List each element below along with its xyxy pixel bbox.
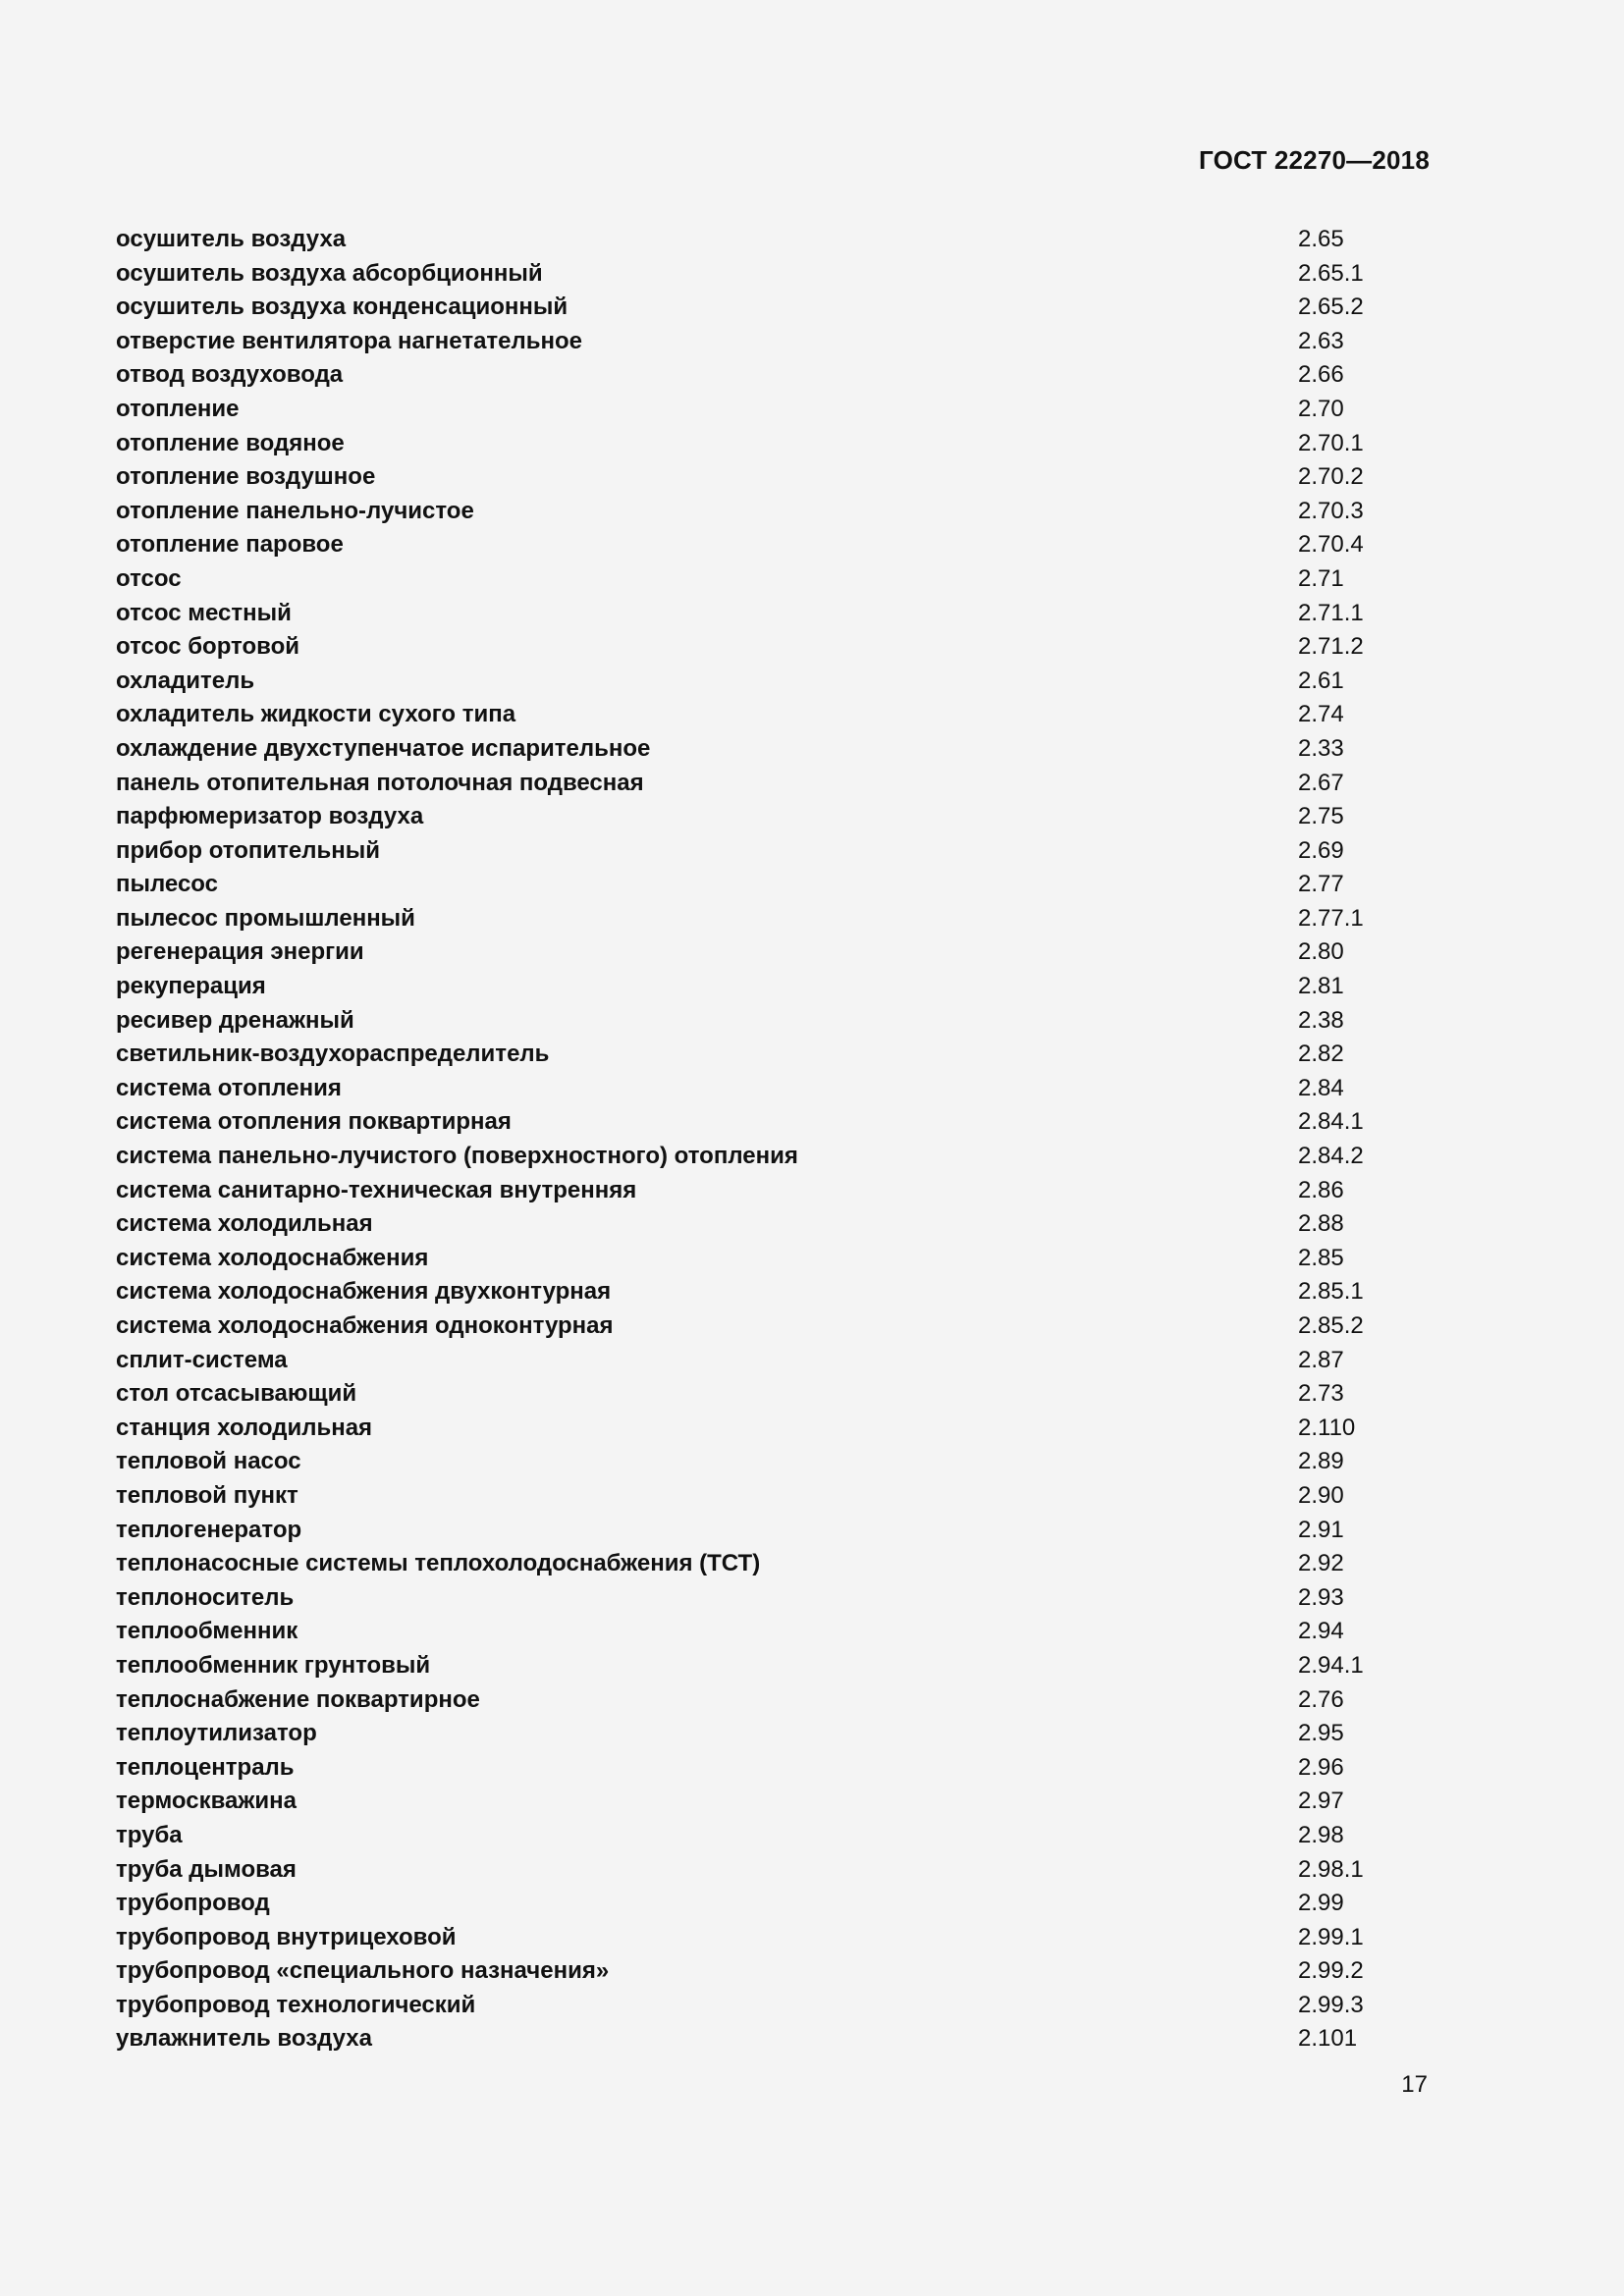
index-term: стол отсасывающий (116, 1380, 357, 1408)
index-entry (116, 1615, 1392, 1649)
index-reference: 2.77 (1298, 871, 1344, 898)
index-reference: 2.96 (1298, 1753, 1344, 1781)
index-entry (116, 1479, 1392, 1514)
index-entry (116, 800, 1392, 834)
index-reference: 2.61 (1298, 667, 1344, 694)
index-entry (116, 1547, 1392, 1581)
index-entry (116, 732, 1392, 767)
index-reference: 2.99 (1298, 1890, 1344, 1917)
index-term: теплообменник (116, 1618, 298, 1645)
index-entry (116, 528, 1392, 562)
index-entry (116, 970, 1392, 1004)
index-reference: 2.86 (1298, 1176, 1344, 1203)
index-term: теплонасосные системы теплохолодоснабжения (ТСТ) (116, 1550, 761, 1577)
index-reference: 2.75 (1298, 803, 1344, 830)
index-entry (116, 1954, 1392, 1989)
index-term: трубопровод внутрицеховой (116, 1923, 457, 1950)
index-term: осушитель воздуха абсорбционный (116, 259, 543, 287)
index-term: отопление водяное (116, 429, 345, 456)
index-entry (116, 868, 1392, 902)
index-reference: 2.89 (1298, 1448, 1344, 1475)
index-term: теплообменник грунтовый (116, 1651, 431, 1679)
index-entry (116, 1717, 1392, 1751)
index-entry (116, 1853, 1392, 1888)
index-reference: 2.97 (1298, 1788, 1344, 1815)
index-reference: 2.90 (1298, 1481, 1344, 1509)
index-entry (116, 2022, 1392, 2056)
index-entry (116, 1683, 1392, 1718)
index-term: прибор отопительный (116, 836, 380, 864)
index-term: отсос бортовой (116, 633, 299, 661)
index-term: отверстие вентилятора нагнетательное (116, 327, 583, 354)
index-entry (116, 1344, 1392, 1378)
index-entry (116, 1785, 1392, 1819)
page-number: 17 (1401, 2071, 1428, 2098)
index-reference: 2.84.1 (1298, 1108, 1364, 1136)
index-entry (116, 291, 1392, 325)
index-entry (116, 562, 1392, 597)
index-term: отсос местный (116, 599, 292, 626)
index-entry (116, 1140, 1392, 1174)
index-entry (116, 1649, 1392, 1683)
index-term: теплоутилизатор (116, 1720, 317, 1747)
index-reference: 2.98 (1298, 1821, 1344, 1848)
index-reference: 2.74 (1298, 701, 1344, 728)
index-term: регенерация энергии (116, 938, 364, 966)
index-term: осушитель воздуха (116, 226, 347, 252)
index-entry (116, 223, 1392, 257)
index-entry (116, 1309, 1392, 1344)
index-entry (116, 1207, 1392, 1242)
index-entry (116, 1004, 1392, 1039)
index-reference: 2.94.1 (1298, 1651, 1364, 1679)
index-reference: 2.85.2 (1298, 1312, 1364, 1339)
index-entry (116, 630, 1392, 665)
index-entry (116, 1514, 1392, 1548)
index-term: отсос (116, 564, 182, 592)
index-reference: 2.87 (1298, 1346, 1344, 1373)
index-entry (116, 1242, 1392, 1276)
index-reference: 2.85 (1298, 1244, 1344, 1271)
index-term: термоскважина (116, 1788, 297, 1815)
index-reference: 2.99.3 (1298, 1991, 1364, 2018)
index-term: отопление (116, 395, 240, 422)
index-term: парфюмеризатор воздуха (116, 803, 424, 830)
page-header: ГОСТ 22270—2018 (1199, 145, 1430, 175)
index-reference: 2.70 (1298, 395, 1344, 422)
index-term: отопление паровое (116, 531, 344, 559)
index-entry (116, 597, 1392, 631)
index-reference: 2.85.1 (1298, 1278, 1364, 1306)
index-reference: 2.69 (1298, 836, 1344, 864)
index-reference: 2.65.1 (1298, 259, 1364, 287)
index-term: охладитель (116, 667, 255, 694)
index-term: система панельно-лучистого (поверхностного) отопления (116, 1143, 798, 1170)
index-term: панель отопительная потолочная подвесная (116, 769, 644, 796)
index-term: теплоцентраль (116, 1753, 295, 1781)
index-entry (116, 460, 1392, 495)
index-reference: 2.101 (1298, 2025, 1358, 2053)
index-reference: 2.63 (1298, 327, 1344, 354)
index-entry (116, 1445, 1392, 1479)
index-entry (116, 325, 1392, 359)
index-entry (116, 1072, 1392, 1106)
index-term: светильник-воздухораспределитель (116, 1041, 550, 1068)
index-term: отопление воздушное (116, 463, 376, 491)
index-entry (116, 257, 1392, 292)
index-reference: 2.70.1 (1298, 429, 1364, 456)
term-index-list (116, 223, 1392, 2056)
index-term: теплоноситель (116, 1583, 295, 1611)
index-term: охладитель жидкости сухого типа (116, 701, 516, 728)
index-reference: 2.33 (1298, 734, 1344, 762)
index-reference: 2.71 (1298, 564, 1344, 592)
index-term: рекуперация (116, 973, 266, 1000)
index-reference: 2.82 (1298, 1041, 1344, 1068)
index-reference: 2.94 (1298, 1618, 1344, 1645)
index-term: система холодоснабжения (116, 1244, 429, 1271)
index-entry (116, 1038, 1392, 1072)
index-entry (116, 1887, 1392, 1921)
index-entry (116, 902, 1392, 936)
index-reference: 2.70.4 (1298, 531, 1364, 559)
index-reference: 2.98.1 (1298, 1855, 1364, 1883)
index-reference: 2.66 (1298, 361, 1344, 389)
index-reference: 2.67 (1298, 769, 1344, 796)
index-term: система холодильная (116, 1210, 373, 1238)
index-entry (116, 1819, 1392, 1853)
index-entry (116, 393, 1392, 427)
index-reference: 2.84.2 (1298, 1143, 1364, 1170)
index-reference: 2.84 (1298, 1074, 1344, 1101)
index-term: труба (116, 1821, 183, 1848)
index-reference: 2.38 (1298, 1006, 1344, 1034)
index-entry (116, 358, 1392, 393)
index-reference: 2.65 (1298, 226, 1344, 252)
index-term: система холодоснабжения двухконтурная (116, 1278, 612, 1306)
index-reference: 2.71.2 (1298, 633, 1364, 661)
index-reference: 2.93 (1298, 1583, 1344, 1611)
index-entry (116, 767, 1392, 801)
index-reference: 2.99.1 (1298, 1923, 1364, 1950)
index-entry (116, 1412, 1392, 1446)
index-entry (116, 495, 1392, 529)
index-entry (116, 834, 1392, 869)
index-term: система отопления поквартирная (116, 1108, 512, 1136)
index-entry (116, 1275, 1392, 1309)
index-reference: 2.76 (1298, 1685, 1344, 1713)
index-term: ресивер дренажный (116, 1006, 354, 1034)
index-reference: 2.70.2 (1298, 463, 1364, 491)
index-term: трубопровод (116, 1890, 270, 1917)
index-term: трубопровод технологический (116, 1991, 476, 2018)
index-term: охлаждение двухступенчатое испарительное (116, 734, 651, 762)
index-term: осушитель воздуха конденсационный (116, 294, 568, 321)
index-term: теплоснабжение поквартирное (116, 1685, 480, 1713)
index-reference: 2.95 (1298, 1720, 1344, 1747)
index-reference: 2.77.1 (1298, 904, 1364, 932)
index-entry (116, 935, 1392, 970)
index-term: система холодоснабжения одноконтурная (116, 1312, 614, 1339)
index-entry (116, 1989, 1392, 2023)
index-reference: 2.88 (1298, 1210, 1344, 1238)
index-reference: 2.71.1 (1298, 599, 1364, 626)
index-entry (116, 1105, 1392, 1140)
index-entry (116, 427, 1392, 461)
index-term: труба дымовая (116, 1855, 297, 1883)
index-reference: 2.92 (1298, 1550, 1344, 1577)
index-term: тепловой пункт (116, 1481, 298, 1509)
index-reference: 2.81 (1298, 973, 1344, 1000)
index-reference: 2.99.2 (1298, 1957, 1364, 1985)
index-term: тепловой насос (116, 1448, 301, 1475)
index-term: увлажнитель воздуха (116, 2025, 372, 2053)
index-entry (116, 1751, 1392, 1786)
index-reference: 2.73 (1298, 1380, 1344, 1408)
index-term: сплит-система (116, 1346, 288, 1373)
index-reference: 2.65.2 (1298, 294, 1364, 321)
index-term: пылесос промышленный (116, 904, 415, 932)
index-entry (116, 665, 1392, 699)
index-entry (116, 1921, 1392, 1955)
index-term: пылесос (116, 871, 218, 898)
index-term: станция холодильная (116, 1414, 373, 1441)
index-entry (116, 1581, 1392, 1616)
index-term: трубопровод «специального назначения» (116, 1957, 610, 1985)
index-term: отопление панельно-лучистое (116, 497, 474, 524)
index-term: система отопления (116, 1074, 342, 1101)
index-reference: 2.70.3 (1298, 497, 1364, 524)
index-term: отвод воздуховода (116, 361, 344, 389)
index-entry (116, 698, 1392, 732)
index-reference: 2.91 (1298, 1516, 1344, 1543)
index-entry (116, 1174, 1392, 1208)
index-reference: 2.80 (1298, 938, 1344, 966)
index-term: система санитарно-техническая внутренняя (116, 1176, 637, 1203)
index-entry (116, 1377, 1392, 1412)
index-reference: 2.110 (1298, 1414, 1356, 1441)
index-term: теплогенератор (116, 1516, 302, 1543)
